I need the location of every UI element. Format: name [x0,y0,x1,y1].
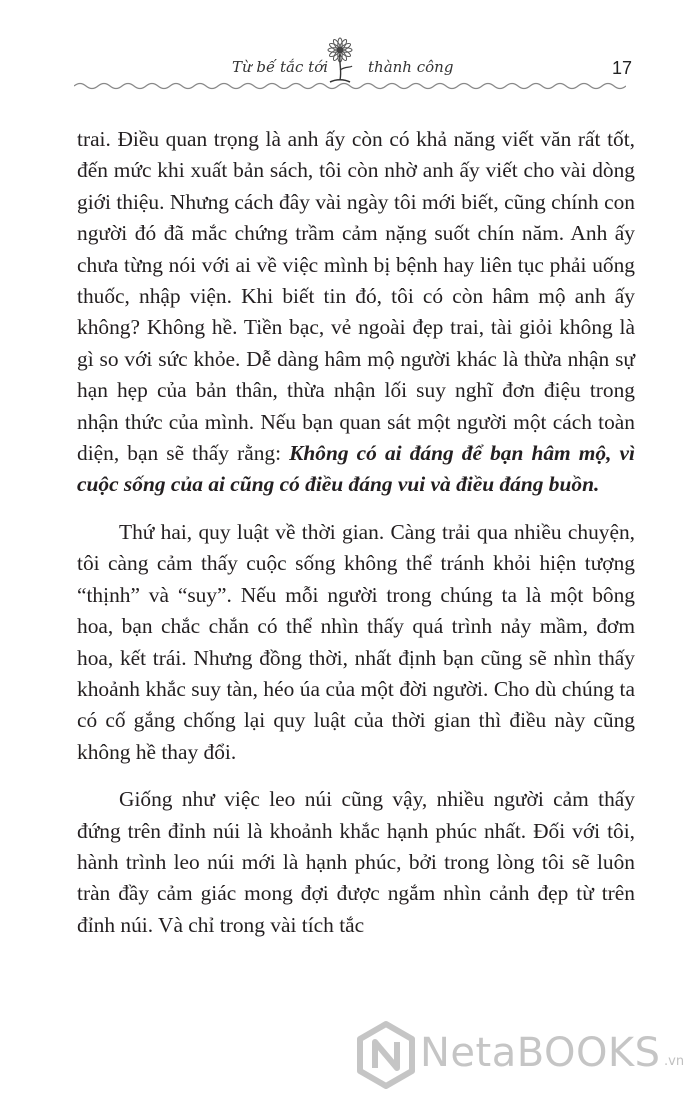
header-title-right: thành công [368,58,454,76]
page-body [77,124,635,957]
watermark-brand: NetaBOOKS [420,1030,661,1076]
header-title-left: Từ bế tắc tới [232,58,329,76]
page-number: 17 [612,58,633,78]
watermark-suffix: .vn [664,1054,685,1069]
paragraph-3: Giống như việc leo núi cũng vậy, nhiều người cảm thấy đứng trên đỉnh núi là khoảnh khắc hạnh phúc nhất. Đối với tôi, hành trình leo núi mới là hạnh phúc, bởi trong lòng tôi sẽ luôn tràn đầy cảm giác mong đợi được ngắm nhìn cảnh đẹp từ trên đỉnh núi. Và chỉ trong vài tích tắc [77,787,635,937]
paragraph-1-text: trai. Điều quan trọng là anh ấy còn có khả năng viết văn rất tốt, đến mức khi xuất bản sách, tôi còn nhờ anh ấy viết cho vài dòng giới thiệu. Nhưng cách đây vài ngày tôi mới biết, cũng chính con người đó đã mắc chứng trầm cảm nặng suốt chín năm. Anh ấy chưa từng nói với ai về việc mình bị bệnh hay liên tục phải uống thuốc, nhập viện. Khi biết tin đó, tôi có còn hâm mộ anh ấy không? Không hề. Tiền bạc, vẻ ngoài đẹp trai, tài giỏi không là gì so với sức khỏe. Dễ dàng hâm mộ người khác là thừa nhận sự hạn hẹp của bản thân, thừa nhận lối suy nghĩ đơn điệu trong nhận thức của mình. Nếu bạn quan sát một người một cách toàn diện, bạn sẽ thấy rằng: [77,127,635,466]
header-divider [74,80,626,92]
paragraph-1-emphasis: Không có ai đáng để bạn hâm mộ, vì cuộc sống của ai cũng có điều đáng vui và điều đáng buồn. [77,441,635,497]
paragraph-2: Thứ hai, quy luật về thời gian. Càng trải qua nhiều chuyện, tôi càng cảm thấy cuộc sống không thể tránh khỏi hiện tượng “thịnh” và “suy”. Nếu mỗi người trong chúng ta là một bông hoa, bạn chắc chắn có thể nhìn thấy quá trình nảy mầm, đơm hoa, kết trái. Nhưng đồng thời, nhất định bạn cũng sẽ nhìn thấy khoảnh khắc suy tàn, héo úa của một đời người. Cho dù chúng ta có cố gắng chống lại quy luật của thời gian thì điều này cũng không hề thay đổi. [77,519,635,764]
watermark [356,1020,696,1100]
netabooks-logo-icon [356,1020,416,1090]
paragraph-1 [77,124,635,501]
running-header [0,0,700,100]
